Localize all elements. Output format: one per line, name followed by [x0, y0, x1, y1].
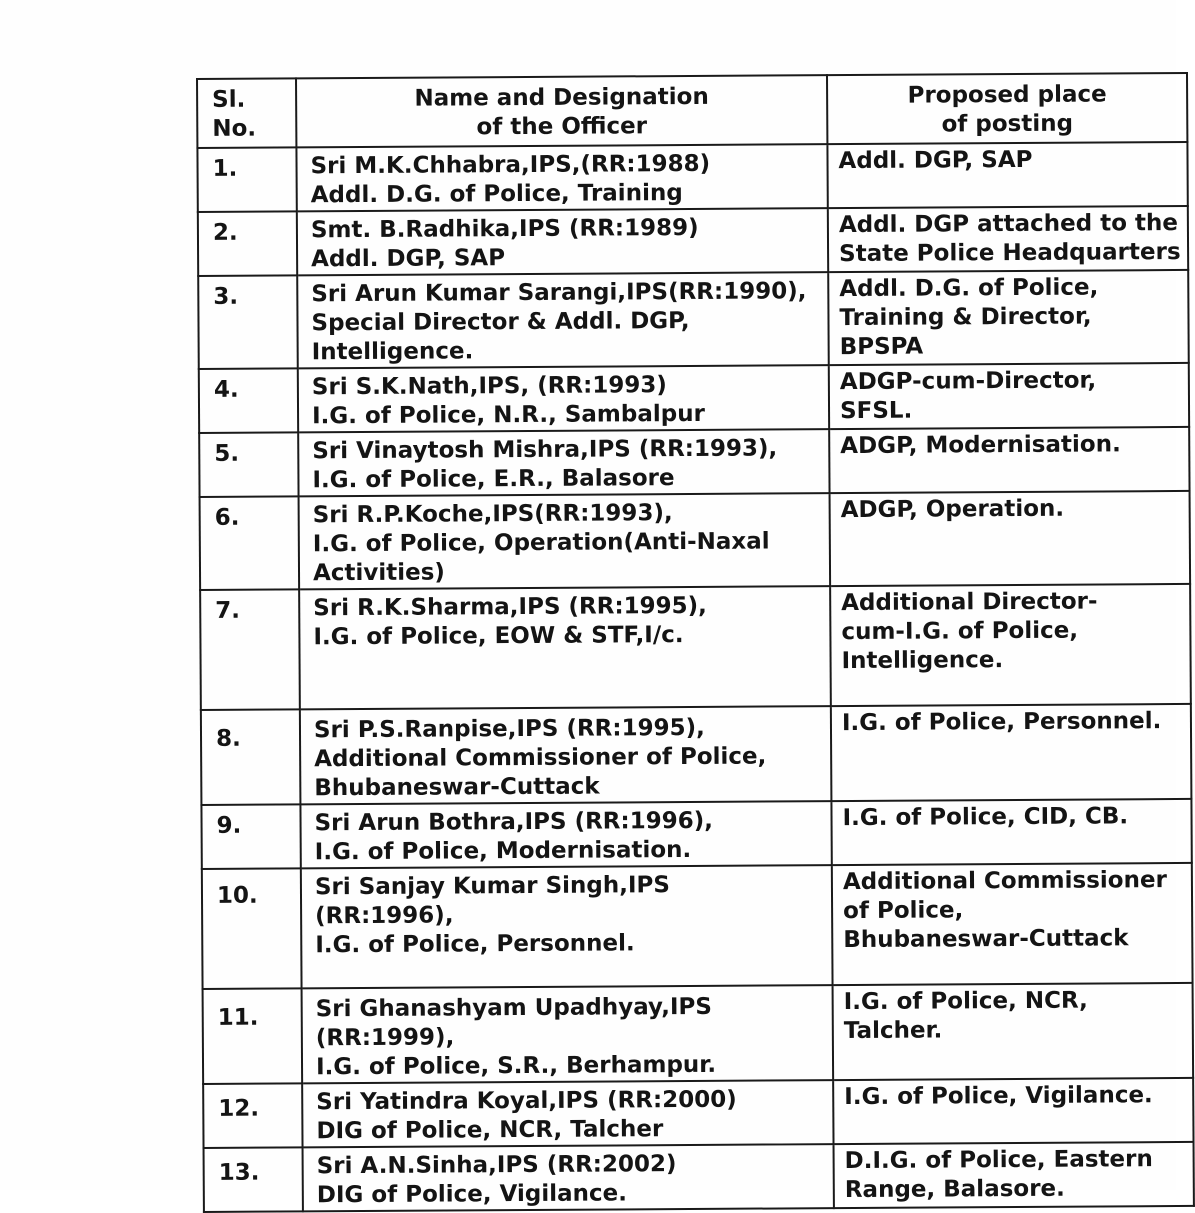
officer-name-designation: Sri Arun Kumar Sarangi,IPS(RR:1990), Special Director & Addl. DGP, Intelligence.: [297, 272, 829, 368]
sl-number: 13.: [204, 1147, 303, 1212]
officer-name-designation: Sri Arun Bothra,IPS (RR:1996), I.G. of Police, Modernisation.: [300, 801, 831, 868]
header-proposed-place: Proposed place of posting: [827, 73, 1187, 144]
sl-number: 3.: [198, 275, 298, 369]
officer-name-designation: Sri Ghanashyam Upadhyay,IPS (RR:1999), I.G. of Police, S.R., Berhampur.: [302, 985, 834, 1083]
table-row: [197, 142, 1187, 212]
table-row: [199, 427, 1189, 497]
sl-number: 7.: [200, 589, 300, 710]
table-header-row: [197, 73, 1187, 148]
sl-number: 6.: [200, 496, 300, 590]
sl-number: 1.: [197, 147, 296, 212]
sl-number: 11.: [203, 988, 303, 1084]
officer-name-designation: Sri P.S.Ranpise,IPS (RR:1995), Additional Commissioner of Police, Bhubaneswar-Cuttack: [300, 706, 832, 804]
sl-number: 4.: [199, 368, 298, 433]
proposed-posting: Additional Director- cum-I.G. of Police, Intelligence.: [830, 584, 1191, 706]
table-row: [203, 983, 1194, 1084]
table-row: [200, 584, 1191, 710]
table-row: [203, 1078, 1193, 1148]
officer-name-designation: Sri Yatindra Koyal,IPS (RR:2000) DIG of Police, NCR, Talcher: [302, 1080, 833, 1147]
officer-name-designation: Sri M.K.Chhabra,IPS,(RR:1988) Addl. D.G. of Police, Training: [296, 144, 827, 211]
table-row: [199, 363, 1189, 433]
table-row: [204, 1142, 1194, 1212]
sl-number: 2.: [198, 211, 297, 276]
proposed-posting: ADGP, Operation.: [830, 491, 1191, 586]
proposed-posting: I.G. of Police, CID, CB.: [831, 799, 1191, 865]
proposed-posting: Addl. D.G. of Police, Training & Director, BPSPA: [828, 270, 1189, 365]
officer-name-designation: Sri Vinaytosh Mishra,IPS (RR:1993), I.G. of Police, E.R., Balasore: [298, 429, 829, 496]
proposed-posting: Addl. DGP, SAP: [827, 142, 1187, 208]
table-row: [201, 799, 1191, 869]
proposed-posting: Additional Commissioner of Police, Bhubaneswar-Cuttack: [832, 863, 1193, 985]
header-sl-no: Sl. No.: [197, 78, 296, 148]
posting-table: [196, 72, 1195, 1213]
sl-number: 12.: [203, 1083, 302, 1148]
proposed-posting: I.G. of Police, NCR, Talcher.: [833, 983, 1194, 1080]
proposed-posting: ADGP-cum-Director, SFSL.: [829, 363, 1189, 429]
proposed-posting: Addl. DGP attached to the State Police Headquarters: [828, 206, 1188, 272]
table-row: [200, 491, 1191, 590]
proposed-posting: ADGP, Modernisation.: [829, 427, 1189, 493]
table-row: [198, 206, 1188, 276]
header-name-designation: Name and Designation of the Officer: [296, 75, 827, 147]
proposed-posting: I.G. of Police, Vigilance.: [833, 1078, 1193, 1144]
proposed-posting: I.G. of Police, Personnel.: [831, 704, 1192, 801]
sl-number: 10.: [202, 868, 302, 989]
table-row: [202, 863, 1193, 989]
proposed-posting: D.I.G. of Police, Eastern Range, Balasore.: [834, 1142, 1194, 1208]
officer-name-designation: Sri R.K.Sharma,IPS (RR:1995), I.G. of Police, EOW & STF,I/c.: [299, 586, 831, 709]
sl-number: 5.: [199, 432, 298, 497]
officer-name-designation: Sri A.N.Sinha,IPS (RR:2002) DIG of Police, Vigilance.: [303, 1144, 834, 1211]
sl-number: 9.: [201, 804, 300, 869]
officer-name-designation: Sri R.P.Koche,IPS(RR:1993), I.G. of Police, Operation(Anti-Naxal Activities): [299, 493, 831, 589]
sl-number: 8.: [201, 709, 301, 805]
officer-name-designation: Sri S.K.Nath,IPS, (RR:1993) I.G. of Police, N.R., Sambalpur: [298, 365, 829, 432]
officer-name-designation: Sri Sanjay Kumar Singh,IPS (RR:1996), I.G. of Police, Personnel.: [301, 865, 833, 988]
table-row: [201, 704, 1192, 805]
table-row: [198, 270, 1189, 369]
officer-name-designation: Smt. B.Radhika,IPS (RR:1989) Addl. DGP, SAP: [297, 208, 828, 275]
